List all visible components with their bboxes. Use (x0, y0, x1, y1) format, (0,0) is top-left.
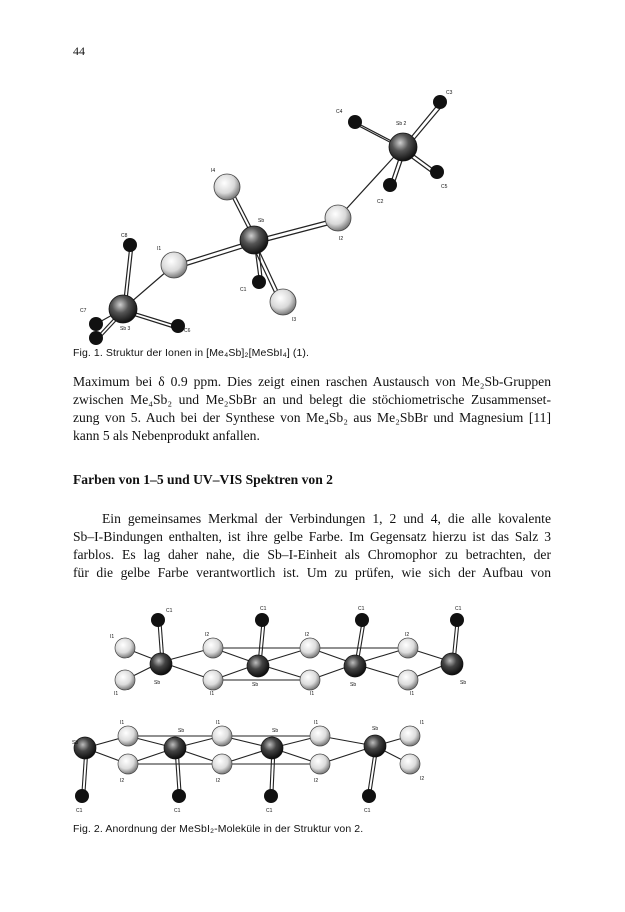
atom-label: C1 (260, 606, 267, 612)
atom-label: I2 (420, 776, 425, 782)
atom-label: I2 (305, 632, 310, 638)
atom-label: I2 (205, 632, 210, 638)
paragraph-1-line: zwischen Me₄Sb₂ und Me₂SbBr an und belegt die stöchiometrische Zusammenset- (73, 392, 551, 407)
atom-label: I3 (292, 317, 297, 323)
atom-label: C2 (377, 199, 384, 205)
atom-label: C8 (121, 233, 128, 239)
paragraph-2-line: Ein gemeinsames Merkmal der Verbindungen 1, 2 und 4, die alle kovalente (102, 511, 551, 526)
paragraph-1-line: kann 5 als Nebenprodukt anfallen. (73, 428, 260, 443)
atom-label: I1 (310, 691, 315, 697)
atom-label: Sb (350, 682, 357, 688)
atom-label: I1 (157, 246, 162, 252)
atom-label: C5 (441, 184, 448, 190)
atom-label: Sb (178, 728, 185, 734)
atom-label: I2 (339, 236, 344, 242)
atom-label: C1 (174, 808, 181, 814)
page-number: 44 (73, 44, 85, 58)
atom-label: C4 (336, 109, 343, 115)
atom-label: I2 (120, 778, 125, 784)
atom-label: C1 (76, 808, 83, 814)
figure-1-caption-text: Struktur der Ionen in [Me₄Sb]₂[MeSbI₄] (1). (105, 347, 310, 359)
atom-label: Sb (272, 728, 279, 734)
atom-label: Sb (252, 682, 259, 688)
figure-2-caption (73, 823, 363, 835)
atom-label: C7 (80, 308, 87, 314)
atom-label: C1 (358, 606, 365, 612)
paragraph-2-line: für die gelbe Farbe verantwortlich ist. Um zu prüfen, wie sich der Aufbau von (73, 565, 551, 580)
atom-label: I1 (114, 691, 119, 697)
atom-label: I1 (314, 720, 319, 726)
atom-label: C6 (184, 328, 191, 334)
paragraph-2-line: farblos. Es lag daher nahe, die Sb–I-Einheit als Chromophor zu betrachten, der (73, 547, 551, 562)
atom-label: Sb (154, 680, 161, 686)
paragraph-1 (73, 373, 551, 445)
atom-label: Sb (72, 740, 79, 746)
atom-label: I2 (314, 778, 319, 784)
atom-label: I1 (120, 720, 125, 726)
atom-label: Sb 3 (120, 326, 131, 332)
figure-2-caption-text: Anordnung der MeSbI₂-Moleküle in der Struktur von 2. (105, 823, 364, 835)
atom-label: Sb (460, 680, 467, 686)
paragraph-2 (73, 510, 551, 582)
atom-label: C1 (166, 608, 173, 614)
figure-1-drawing (0, 80, 625, 350)
atom-label: C1 (266, 808, 273, 814)
atom-label: Sb (258, 218, 265, 224)
atom-label: I1 (216, 720, 221, 726)
atom-label: C1 (455, 606, 462, 612)
atom-label: Sb 2 (396, 121, 407, 127)
figure-1-caption (73, 347, 309, 359)
figure-1-caption-prefix: Fig. 1. (73, 347, 103, 359)
atom-label: I1 (410, 691, 415, 697)
atom-label: I1 (420, 720, 425, 726)
atom-label: C1 (240, 287, 247, 293)
atom-label: I2 (216, 778, 221, 784)
paragraph-2-line: Sb–I-Bindungen enthalten, ist ihre gelbe Farbe. Im Gegensatz hierzu ist das Salz 3 (73, 529, 551, 544)
figure-2-structure (0, 600, 625, 815)
atom-label: I1 (210, 691, 215, 697)
figure-1-structure (0, 80, 625, 350)
atom-label: I2 (405, 632, 410, 638)
section-heading: Farben von 1–5 und UV–VIS Spektren von 2 (73, 472, 333, 487)
atom-label: Sb (372, 726, 379, 732)
figure-2-caption-prefix: Fig. 2. (73, 823, 103, 835)
paragraph-1-line: zung von 5. Auch bei der Synthese von Me₄Sb₂ aus Me₂SbBr und Magnesium [11] (73, 410, 551, 425)
atom-label: C1 (364, 808, 371, 814)
atom-label: I1 (110, 634, 115, 640)
atom-label: C3 (446, 90, 453, 96)
figure-2-drawing (0, 600, 625, 815)
atom-label: I4 (211, 168, 216, 174)
paragraph-1-line: Maximum bei δ 0.9 ppm. Dies zeigt einen raschen Austausch von Me₂Sb-Gruppen (73, 374, 551, 389)
